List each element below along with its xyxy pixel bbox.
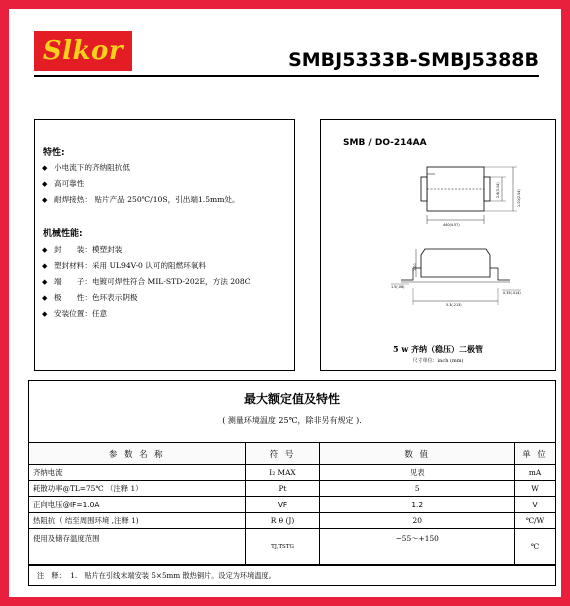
- header-unit: 单 位: [515, 443, 556, 465]
- side-view: [391, 249, 521, 305]
- lead-height-dimension-label: 2.8(3.04): [496, 182, 500, 198]
- package-panel: [320, 119, 556, 371]
- table-row: 热阻抗（ 结至周围环境 ,注释 1) R θ (J) 20 ℃/W: [29, 513, 556, 529]
- header-rule: [34, 75, 539, 77]
- diamond-bullet-icon: ◆: [42, 310, 48, 318]
- table-row: 正向电压@IF=1.0A VF 1.2 V: [29, 497, 556, 513]
- mechanical-item: ◆ 极 性：色环表示阴极: [42, 293, 138, 302]
- feature-item: ◆ 高可靠性: [42, 179, 85, 188]
- width-dimension-label: 440(4.57): [443, 223, 460, 227]
- ratings-title: 最大额定值及特性: [243, 392, 340, 406]
- part-range-title: SMBJ5333B-SMBJ5388B: [288, 49, 539, 71]
- package-title: SMB / DO-214AA: [343, 138, 427, 148]
- ratings-section: [28, 380, 556, 586]
- foot-dimension-label: 0.35(.014): [503, 291, 521, 295]
- body-height-dimension-label: 1.00(2.54): [517, 189, 521, 207]
- footnote: 注 释： 1. 贴片在引线末端安装 5×5mm 散热铜片。设定为环境温度。: [37, 571, 276, 580]
- diamond-bullet-icon: ◆: [42, 246, 48, 254]
- side-height-dimension-label: 1.00: [413, 263, 417, 271]
- feature-item: ◆ 耐焊接热： 贴片产品 250℃/10S，引出端1.5mm处。: [42, 195, 240, 204]
- table-row: 耗散功率@TL=75℃ （注释 1） Pt 5 W: [29, 481, 556, 497]
- diamond-bullet-icon: ◆: [42, 262, 48, 270]
- mechanical-item: ◆ 塑封材料：采用 UL94V-0 认可的阻燃环氧料: [42, 261, 207, 270]
- header-value: 数 值: [320, 443, 515, 465]
- table-row: 齐纳电流 I₂ MAX 见表 mA: [29, 465, 556, 481]
- mechanical-title: 机械性能:: [43, 229, 83, 239]
- diamond-bullet-icon: ◆: [42, 164, 48, 172]
- feature-item: ◆ 小电流下的齐纳阻抗低: [42, 163, 130, 172]
- table-row: 使用及储存温度范围 TJ,TSTG −55～+150 ℃: [29, 529, 556, 565]
- features-title: 特性:: [43, 148, 65, 158]
- table-header-row: [29, 443, 556, 465]
- total-length-dimension-label: 5.3(.213): [446, 303, 462, 307]
- header-param: 参 数 名 称: [29, 443, 246, 465]
- diamond-bullet-icon: ◆: [42, 294, 48, 302]
- note-divider: [29, 565, 555, 566]
- features-panel: [34, 119, 295, 371]
- mechanical-item: ◆ 端 子：电镀可焊性符合 MIL-STD-202E，方法 208C: [42, 277, 251, 286]
- package-outline-drawing: [321, 120, 555, 340]
- package-caption: 5 w 齐纳（稳压）二极管: [392, 344, 484, 354]
- diamond-bullet-icon: ◆: [42, 278, 48, 286]
- diamond-bullet-icon: ◆: [42, 196, 48, 204]
- unit-note: 尺寸单位：inch (mm): [412, 358, 464, 364]
- header-symbol: 符 号: [245, 443, 320, 465]
- brand-logo: Slkor: [34, 31, 132, 71]
- lead-dimension-label: 1.5(.06): [391, 285, 405, 289]
- top-view: [421, 167, 517, 224]
- ratings-subtitle: ( 测量环境温度 25℃，除非另有规定 ).: [222, 416, 362, 425]
- mechanical-item: ◆ 封 装：模塑封装: [42, 245, 123, 254]
- mechanical-item: ◆ 安装位置：任意: [42, 309, 108, 318]
- ratings-table: [28, 442, 556, 565]
- diamond-bullet-icon: ◆: [42, 180, 48, 188]
